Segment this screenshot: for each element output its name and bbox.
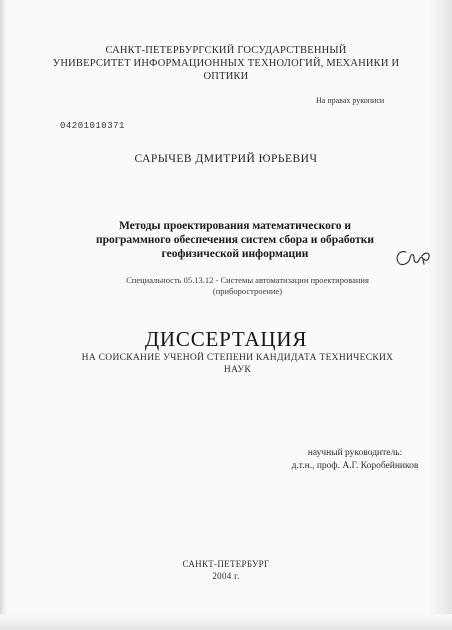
manuscript-rights-note: На правах рукописи [316, 96, 385, 105]
degree-line-2: НАУК [223, 365, 252, 375]
thesis-title-line-3: геофизической информации [161, 248, 309, 260]
university-header [0, 44, 452, 83]
thesis-title-line-1: Методы проектирования математического и [118, 220, 352, 232]
page-edge-shadow-bottom [0, 614, 452, 630]
specialty-line-2: (приборостроение) [212, 286, 283, 296]
page-edge-shadow-left [0, 0, 8, 630]
document-type-heading: ДИССЕРТАЦИЯ [144, 327, 308, 351]
document-number: 04201010371 [60, 121, 125, 131]
supervisor-block [255, 447, 452, 473]
university-line-3: ОПТИКИ [203, 71, 249, 82]
footer-place-date [0, 558, 452, 582]
specialty-line-1: Специальность 05.13.12 - Системы автоматизации проектирования [126, 275, 369, 285]
university-line-1: САНКТ-ПЕТЕРБУРГСКИЙ ГОСУДАРСТВЕННЫЙ [105, 45, 347, 56]
footer-city: САНКТ-ПЕТЕРБУРГ [182, 559, 270, 569]
thesis-title-line-2: программного обеспечения систем сбора и обработки [96, 234, 374, 246]
university-line-2: УНИВЕРСИТЕТ ИНФОРМАЦИОННЫХ ТЕХНОЛОГИЙ, МЕХАНИКИ И [52, 58, 400, 69]
author-name: САРЫЧЕВ ДМИТРИЙ ЮРЬЕВИЧ [134, 153, 318, 165]
supervisor-name: д.т.н., проф. А.Г. Коробейников [291, 461, 419, 471]
specialty [70, 275, 425, 297]
footer-year: 2004 г. [212, 571, 240, 581]
page-edge-shadow-right [428, 0, 452, 630]
degree-line-1: НА СОИСКАНИЕ УЧЕНОЙ СТЕПЕНИ КАНДИДАТА ТЕХНИЧЕСКИХ [81, 353, 394, 363]
supervisor-label: научный руководитель: [307, 448, 403, 458]
handwritten-signature [392, 244, 434, 272]
degree-statement [55, 352, 420, 376]
thesis-title [70, 219, 400, 261]
